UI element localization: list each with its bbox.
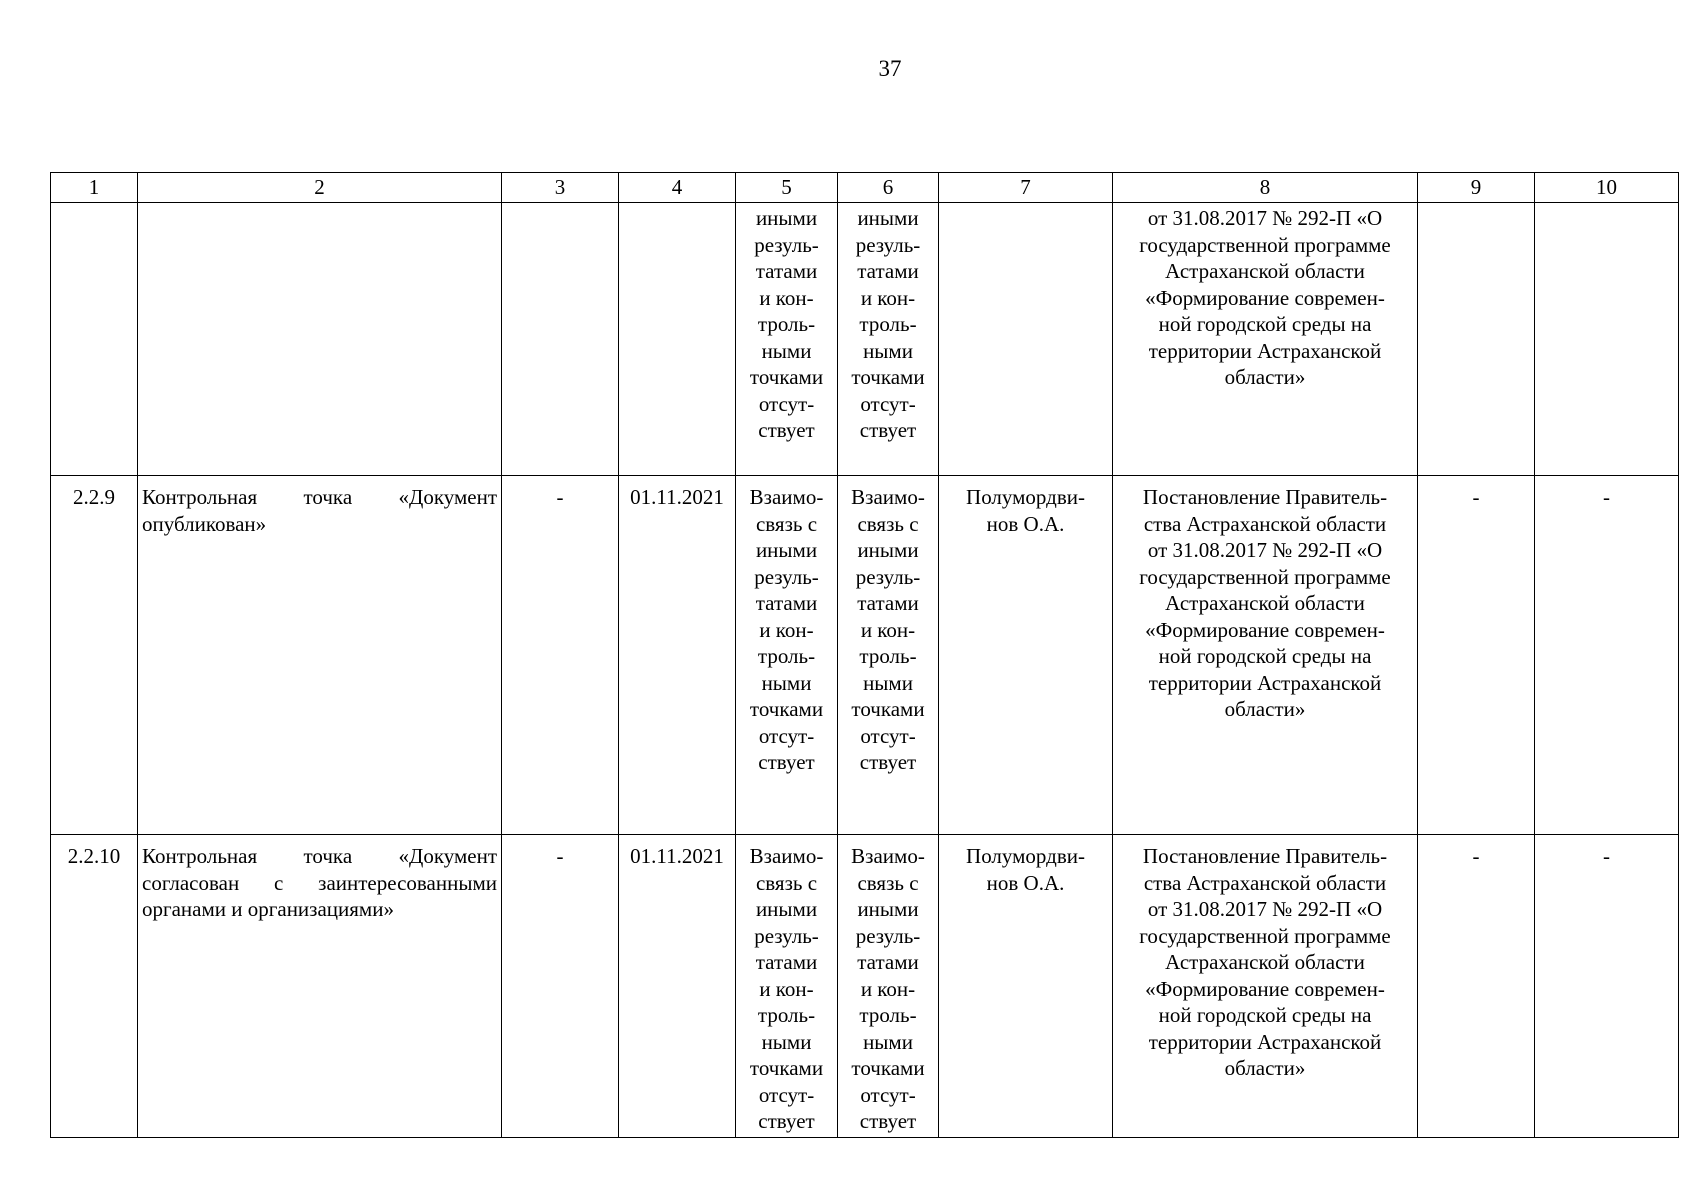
cell-date: 01.11.2021 (619, 476, 736, 835)
cell-col-3: - (502, 835, 619, 1138)
cell-col-9 (1418, 203, 1535, 476)
cell-col-9: - (1418, 835, 1535, 1138)
cell-number: 2.2.10 (51, 835, 138, 1138)
cell-relation-5: иными резуль- татами и кон- троль- ными точками отсут- ствует (736, 203, 838, 476)
header-col-4: 4 (619, 173, 736, 203)
cell-col-9: - (1418, 476, 1535, 835)
cell-responsible (939, 203, 1113, 476)
header-col-9: 9 (1418, 173, 1535, 203)
cell-col-3: - (502, 476, 619, 835)
table-row (51, 203, 1679, 476)
cell-document: Постановление Правитель- ства Астраханской области от 31.08.2017 № 292-П «О государственной программе Астраханской области «Формирование современ- ной городской среды на территории Астраханской области» (1113, 835, 1418, 1138)
page-number: 37 (878, 56, 902, 81)
cell-date: 01.11.2021 (619, 835, 736, 1138)
cell-number: 2.2.9 (51, 476, 138, 835)
cell-responsible: Полумордви- нов О.А. (939, 476, 1113, 835)
cell-col-10: - (1535, 476, 1679, 835)
cell-document: от 31.08.2017 № 292-П «О государственной программе Астраханской области «Формирование современ- ной городской среды на территории Астраханской области» (1113, 203, 1418, 476)
table-row (51, 835, 1679, 1138)
cell-document: Постановление Правитель- ства Астраханской области от 31.08.2017 № 292-П «О государственной программе Астраханской области «Формирование современ- ной городской среды на территории Астраханской области» (1113, 476, 1418, 835)
cell-name: Контрольная точка «Документ согласован с заинтересованными органами и организациями» (138, 835, 502, 1138)
cell-relation-6: Взаимо- связь с иными резуль- татами и кон- троль- ными точками отсут- ствует (838, 476, 939, 835)
cell-col-10 (1535, 203, 1679, 476)
header-col-7: 7 (939, 173, 1113, 203)
header-col-2: 2 (138, 173, 502, 203)
cell-col-10: - (1535, 835, 1679, 1138)
table-header-row (51, 173, 1679, 203)
table-row (51, 476, 1679, 835)
cell-date (619, 203, 736, 476)
cell-relation-5: Взаимо- связь с иными резуль- татами и кон- троль- ными точками отсут- ствует (736, 835, 838, 1138)
cell-responsible: Полумордви- нов О.А. (939, 835, 1113, 1138)
control-points-table (50, 172, 1679, 1138)
cell-number (51, 203, 138, 476)
cell-relation-6: иными резуль- татами и кон- троль- ными точками отсут- ствует (838, 203, 939, 476)
cell-name: Контрольная точка «Документ опубликован» (138, 476, 502, 835)
cell-relation-5: Взаимо- связь с иными резуль- татами и кон- троль- ными точками отсут- ствует (736, 476, 838, 835)
cell-col-3 (502, 203, 619, 476)
header-col-3: 3 (502, 173, 619, 203)
header-col-8: 8 (1113, 173, 1418, 203)
header-col-5: 5 (736, 173, 838, 203)
header-col-10: 10 (1535, 173, 1679, 203)
header-col-6: 6 (838, 173, 939, 203)
cell-relation-6: Взаимо- связь с иными резуль- татами и кон- троль- ными точками отсут- ствует (838, 835, 939, 1138)
cell-name (138, 203, 502, 476)
header-col-1: 1 (51, 173, 138, 203)
